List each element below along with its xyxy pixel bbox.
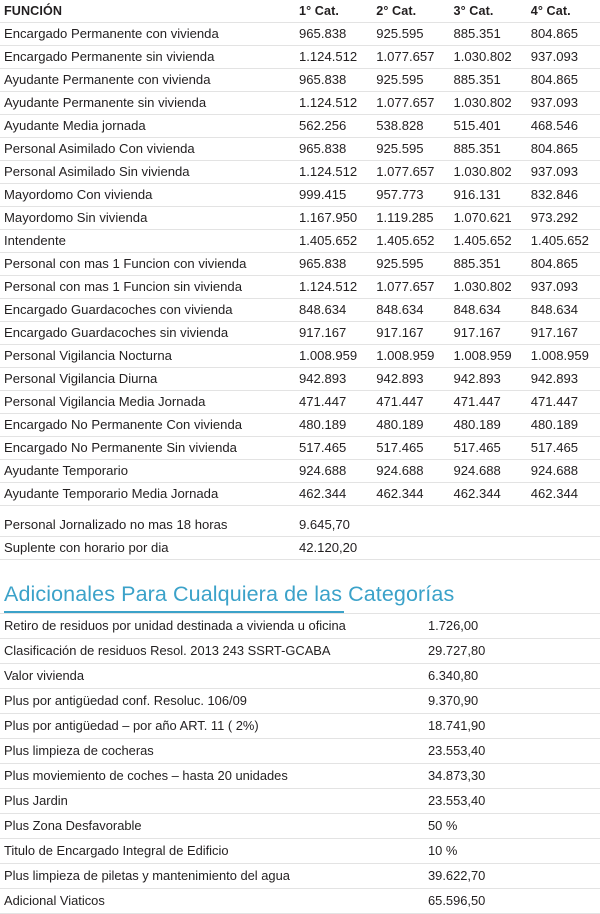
cell-cat-4: 924.688 — [523, 460, 600, 483]
addition-row — [0, 613, 600, 638]
cell-funcion: Ayudante Media jornada — [0, 115, 291, 138]
cell-empty — [368, 514, 445, 537]
cell-funcion: Personal Vigilancia Nocturna — [0, 345, 291, 368]
column-header-cat-3: 3° Cat. — [445, 0, 522, 23]
cell-cat-4: 832.846 — [523, 184, 600, 207]
addition-row — [0, 763, 600, 788]
cell-cat-3: 942.893 — [445, 368, 522, 391]
cell-cat-1: 480.189 — [291, 414, 368, 437]
column-header-funcion: FUNCIÓN — [0, 0, 291, 23]
table-body — [0, 23, 600, 560]
cell-cat-3: 1.405.652 — [445, 230, 522, 253]
cell-cat-3: 924.688 — [445, 460, 522, 483]
cell-cat-2: 925.595 — [368, 253, 445, 276]
cell-cat-2: 917.167 — [368, 322, 445, 345]
cell-cat-2: 471.447 — [368, 391, 445, 414]
cell-cat-1: 965.838 — [291, 69, 368, 92]
cell-cat-4: 468.546 — [523, 115, 600, 138]
cell-cat-4: 848.634 — [523, 299, 600, 322]
table-row — [0, 460, 600, 483]
additions-table — [0, 613, 600, 914]
cell-funcion: Encargado Permanente sin vivienda — [0, 46, 291, 69]
cell-funcion: Encargado Guardacoches sin vivienda — [0, 322, 291, 345]
cell-cat-4: 462.344 — [523, 483, 600, 506]
cell-cat-3: 1.030.802 — [445, 276, 522, 299]
cell-funcion: Intendente — [0, 230, 291, 253]
table-row — [0, 207, 600, 230]
addition-value: 9.370,90 — [424, 688, 600, 713]
cell-cat-3: 885.351 — [445, 138, 522, 161]
cell-cat-1: 517.465 — [291, 437, 368, 460]
addition-label: Plus Jardin — [0, 788, 424, 813]
table-row — [0, 391, 600, 414]
cell-cat-3: 917.167 — [445, 322, 522, 345]
column-header-cat-4: 4° Cat. — [523, 0, 600, 23]
cell-cat-4: 1.008.959 — [523, 345, 600, 368]
addition-label: Valor vivienda — [0, 663, 424, 688]
cell-empty — [368, 536, 445, 559]
addition-label: Plus limpieza de piletas y mantenimiento del agua — [0, 863, 424, 888]
cell-cat-2: 480.189 — [368, 414, 445, 437]
table-row — [0, 92, 600, 115]
cell-funcion: Ayudante Temporario — [0, 460, 291, 483]
cell-cat-4: 937.093 — [523, 161, 600, 184]
cell-cat-1: 1.124.512 — [291, 46, 368, 69]
cell-funcion: Ayudante Permanente con vivienda — [0, 69, 291, 92]
column-header-cat-2: 2° Cat. — [368, 0, 445, 23]
table-header — [0, 0, 600, 23]
cell-cat-4: 937.093 — [523, 276, 600, 299]
addition-label: Plus Zona Desfavorable — [0, 813, 424, 838]
cell-cat-2: 925.595 — [368, 69, 445, 92]
cell-cat-2: 1.008.959 — [368, 345, 445, 368]
cell-cat-1: 462.344 — [291, 483, 368, 506]
cell-cat-1: 1.124.512 — [291, 276, 368, 299]
cell-cat-4: 804.865 — [523, 253, 600, 276]
cell-cat-3: 1.008.959 — [445, 345, 522, 368]
table-row — [0, 69, 600, 92]
cell-cat-4: 917.167 — [523, 322, 600, 345]
table-row — [0, 536, 600, 559]
spacer-cell — [0, 506, 600, 514]
addition-label: Plus moviemiento de coches – hasta 20 unidades — [0, 763, 424, 788]
cell-funcion: Ayudante Temporario Media Jornada — [0, 483, 291, 506]
addition-value: 29.727,80 — [424, 638, 600, 663]
table-row — [0, 322, 600, 345]
cell-funcion: Ayudante Permanente sin vivienda — [0, 92, 291, 115]
cell-cat-2: 924.688 — [368, 460, 445, 483]
cell-cat-3: 1.030.802 — [445, 46, 522, 69]
cell-cat-2: 1.077.657 — [368, 276, 445, 299]
addition-value: 23.553,40 — [424, 788, 600, 813]
cell-cat-3: 515.401 — [445, 115, 522, 138]
cell-cat-4: 937.093 — [523, 92, 600, 115]
addition-label: Adicional Viaticos — [0, 888, 424, 913]
cell-cat-2: 848.634 — [368, 299, 445, 322]
cell-cat-3: 885.351 — [445, 253, 522, 276]
cell-cat-4: 471.447 — [523, 391, 600, 414]
cell-funcion: Personal con mas 1 Funcion con vivienda — [0, 253, 291, 276]
addition-row — [0, 688, 600, 713]
cell-funcion: Personal Asimilado Sin vivienda — [0, 161, 291, 184]
cell-cat-3: 1.030.802 — [445, 161, 522, 184]
additions-table-body — [0, 613, 600, 913]
cell-cat-3: 885.351 — [445, 23, 522, 46]
cell-value: 42.120,20 — [291, 536, 368, 559]
cell-cat-1: 471.447 — [291, 391, 368, 414]
cell-funcion: Personal Vigilancia Media Jornada — [0, 391, 291, 414]
cell-funcion: Personal con mas 1 Funcion sin vivienda — [0, 276, 291, 299]
addition-value: 10 % — [424, 838, 600, 863]
addition-value: 50 % — [424, 813, 600, 838]
cell-empty — [523, 536, 600, 559]
addition-value: 1.726,00 — [424, 613, 600, 638]
cell-cat-1: 1.405.652 — [291, 230, 368, 253]
cell-cat-4: 804.865 — [523, 138, 600, 161]
addition-row — [0, 738, 600, 763]
addition-row — [0, 713, 600, 738]
cell-funcion: Encargado No Permanente Con vivienda — [0, 414, 291, 437]
addition-value: 18.741,90 — [424, 713, 600, 738]
addition-row — [0, 638, 600, 663]
cell-cat-1: 924.688 — [291, 460, 368, 483]
cell-cat-2: 942.893 — [368, 368, 445, 391]
cell-cat-1: 999.415 — [291, 184, 368, 207]
cell-cat-3: 480.189 — [445, 414, 522, 437]
cell-cat-2: 1.405.652 — [368, 230, 445, 253]
cell-cat-4: 973.292 — [523, 207, 600, 230]
cell-funcion: Mayordomo Con vivienda — [0, 184, 291, 207]
cell-cat-1: 1.167.950 — [291, 207, 368, 230]
cell-empty — [445, 536, 522, 559]
table-row — [0, 345, 600, 368]
cell-cat-1: 848.634 — [291, 299, 368, 322]
addition-label: Titulo de Encargado Integral de Edificio — [0, 838, 424, 863]
table-row — [0, 368, 600, 391]
cell-cat-3: 885.351 — [445, 69, 522, 92]
table-row — [0, 253, 600, 276]
cell-cat-3: 1.030.802 — [445, 92, 522, 115]
cell-funcion: Personal Asimilado Con vivienda — [0, 138, 291, 161]
additions-section — [0, 575, 600, 914]
addition-row — [0, 888, 600, 913]
header-row — [0, 0, 600, 23]
cell-empty — [445, 514, 522, 537]
addition-row — [0, 788, 600, 813]
cell-cat-3: 517.465 — [445, 437, 522, 460]
cell-cat-1: 1.008.959 — [291, 345, 368, 368]
cell-cat-3: 1.070.621 — [445, 207, 522, 230]
cell-cat-1: 965.838 — [291, 23, 368, 46]
cell-value: 9.645,70 — [291, 514, 368, 537]
table-row — [0, 483, 600, 506]
table-row — [0, 138, 600, 161]
cell-cat-2: 957.773 — [368, 184, 445, 207]
cell-funcion: Encargado Permanente con vivienda — [0, 23, 291, 46]
addition-value: 39.622,70 — [424, 863, 600, 888]
addition-label: Retiro de residuos por unidad destinada a vivienda u oficina — [0, 613, 424, 638]
cell-cat-1: 917.167 — [291, 322, 368, 345]
table-row — [0, 115, 600, 138]
addition-label: Plus por antigüedad conf. Resoluc. 106/09 — [0, 688, 424, 713]
table-row — [0, 46, 600, 69]
addition-value: 23.553,40 — [424, 738, 600, 763]
cell-cat-1: 1.124.512 — [291, 161, 368, 184]
table-row — [0, 230, 600, 253]
addition-row — [0, 863, 600, 888]
table-row — [0, 514, 600, 537]
cell-cat-4: 1.405.652 — [523, 230, 600, 253]
addition-label: Plus por antigüedad – por año ART. 11 ( 2%) — [0, 713, 424, 738]
addition-row — [0, 663, 600, 688]
addition-row — [0, 813, 600, 838]
addition-value: 65.596,50 — [424, 888, 600, 913]
cell-cat-2: 462.344 — [368, 483, 445, 506]
table-block-spacer — [0, 506, 600, 514]
cell-cat-3: 848.634 — [445, 299, 522, 322]
cell-funcion: Suplente con horario por dia — [0, 536, 291, 559]
addition-label: Clasificación de residuos Resol. 2013 243 SSRT-GCABA — [0, 638, 424, 663]
cell-cat-3: 462.344 — [445, 483, 522, 506]
cell-cat-3: 916.131 — [445, 184, 522, 207]
cell-cat-4: 804.865 — [523, 69, 600, 92]
table-row — [0, 299, 600, 322]
cell-funcion: Personal Jornalizado no mas 18 horas — [0, 514, 291, 537]
cell-cat-2: 925.595 — [368, 23, 445, 46]
cell-cat-4: 804.865 — [523, 23, 600, 46]
table-row — [0, 437, 600, 460]
cell-cat-1: 562.256 — [291, 115, 368, 138]
table-row — [0, 276, 600, 299]
addition-row — [0, 838, 600, 863]
cell-cat-2: 1.077.657 — [368, 161, 445, 184]
addition-value: 6.340,80 — [424, 663, 600, 688]
cell-cat-2: 538.828 — [368, 115, 445, 138]
cell-cat-4: 517.465 — [523, 437, 600, 460]
cell-cat-4: 937.093 — [523, 46, 600, 69]
column-header-cat-1: 1° Cat. — [291, 0, 368, 23]
table-row — [0, 414, 600, 437]
cell-cat-2: 925.595 — [368, 138, 445, 161]
cell-cat-1: 965.838 — [291, 253, 368, 276]
cell-funcion: Encargado No Permanente Sin vivienda — [0, 437, 291, 460]
cell-empty — [523, 514, 600, 537]
cell-cat-2: 1.119.285 — [368, 207, 445, 230]
cell-funcion: Mayordomo Sin vivienda — [0, 207, 291, 230]
cell-cat-2: 1.077.657 — [368, 92, 445, 115]
table-row — [0, 184, 600, 207]
cell-cat-4: 480.189 — [523, 414, 600, 437]
cell-cat-1: 965.838 — [291, 138, 368, 161]
cell-cat-4: 942.893 — [523, 368, 600, 391]
cell-cat-3: 471.447 — [445, 391, 522, 414]
cell-funcion: Encargado Guardacoches con vivienda — [0, 299, 291, 322]
cell-funcion: Personal Vigilancia Diurna — [0, 368, 291, 391]
table-row — [0, 161, 600, 184]
cell-cat-2: 1.077.657 — [368, 46, 445, 69]
addition-value: 34.873,30 — [424, 763, 600, 788]
cell-cat-1: 942.893 — [291, 368, 368, 391]
section-heading: Adicionales Para Cualquiera de las Categorías — [4, 581, 455, 606]
addition-label: Plus limpieza de cocheras — [0, 738, 424, 763]
table-row — [0, 23, 600, 46]
cell-cat-2: 517.465 — [368, 437, 445, 460]
cell-cat-1: 1.124.512 — [291, 92, 368, 115]
